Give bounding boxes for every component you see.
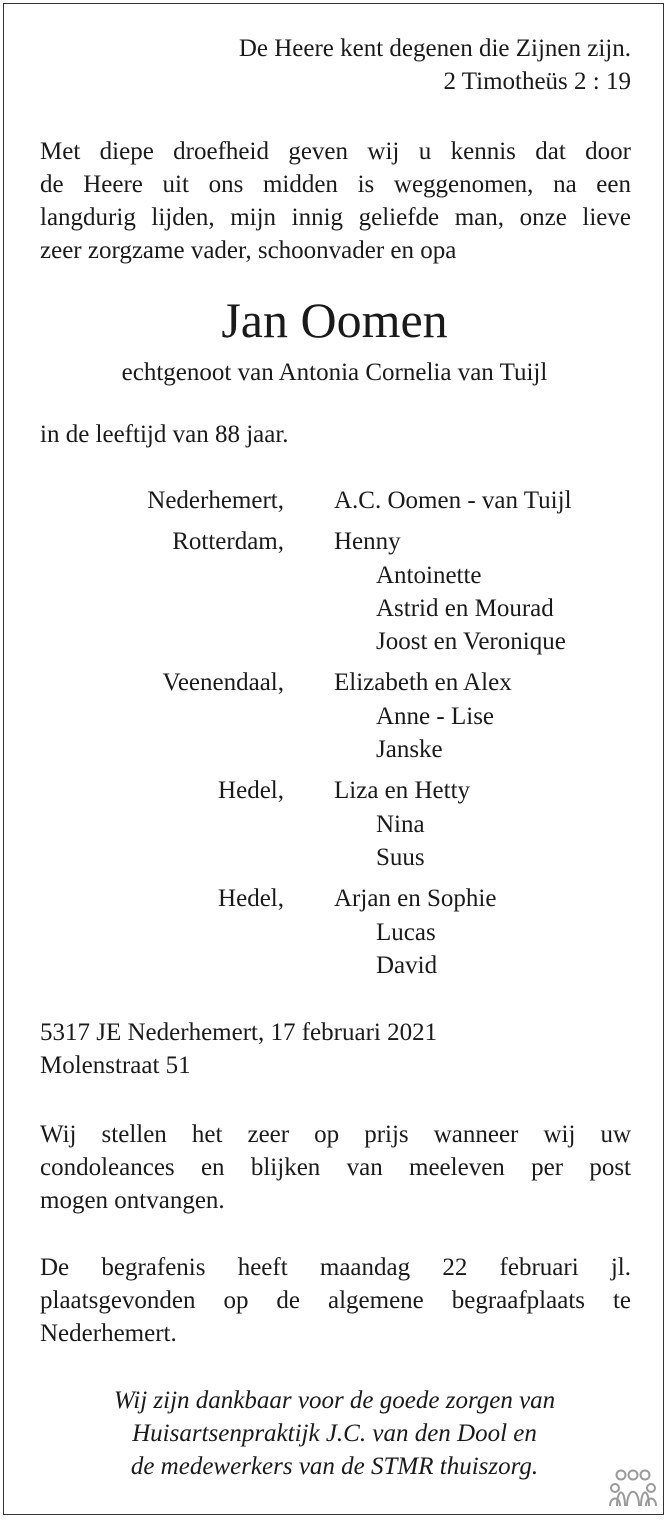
condolences-line: Wij stellen het zeer op prijs wanneer wij uw	[40, 1121, 631, 1148]
family-member-row	[0, 592, 669, 625]
bible-verse	[239, 32, 631, 98]
family-head-row	[0, 484, 669, 517]
verse-reference: 2 Timotheüs 2 : 19	[443, 68, 631, 95]
family-group	[0, 882, 669, 982]
address-block	[40, 1016, 437, 1082]
funeral-line: plaatsgevonden op de algemene begraafplaats te	[40, 1287, 631, 1314]
family-member-name: David	[376, 951, 438, 979]
family-group	[0, 774, 669, 874]
family-member-name: Joost en Veronique	[376, 628, 566, 656]
family-group	[0, 525, 669, 658]
family-people-icon	[607, 1468, 659, 1508]
intro-line: langdurig lijden, mijn innig geliefde man, onze lieve	[40, 204, 631, 231]
family-member-row	[0, 733, 669, 766]
family-member-row	[0, 625, 669, 658]
intro-line: zeer zorgzame vader, schoonvader en opa	[40, 237, 457, 264]
family-place: Rotterdam,	[172, 528, 284, 556]
family-head-names: Elizabeth en Alex	[334, 669, 512, 697]
age-line: in de leeftijd van 88 jaar.	[40, 421, 289, 448]
family-member-name: Anne - Lise	[376, 702, 495, 730]
intro-paragraph	[40, 135, 631, 267]
family-head-names: Liza en Hetty	[334, 777, 471, 805]
funeral-line: De begrafenis heeft maandag 22 februari jl.	[40, 1254, 631, 1281]
family-member-row	[0, 808, 669, 841]
family-group	[0, 666, 669, 766]
funeral-line: Nederhemert.	[40, 1320, 177, 1347]
address-date-line: 5317 JE Nederhemert, 17 februari 2021	[40, 1019, 438, 1046]
family-member-row	[0, 916, 669, 949]
family-head-names: A.C. Oomen - van Tuijl	[334, 487, 572, 514]
family-place: Hedel,	[218, 777, 284, 805]
thanks-line: Wij zijn dankbaar voor de goede zorgen van	[113, 1387, 556, 1414]
family-member-name: Lucas	[376, 918, 436, 946]
family-head-row	[0, 774, 669, 807]
family-member-name: Antoinette	[376, 561, 482, 589]
family-member-name: Nina	[376, 810, 425, 838]
deceased-name: Jan Oomen	[221, 292, 448, 348]
family-head-names: Arjan en Sophie	[334, 885, 497, 913]
spouse-line: echtgenoot van Antonia Cornelia van Tuijl	[121, 359, 548, 386]
family-place: Nederhemert,	[147, 487, 284, 514]
family-member-row	[0, 700, 669, 733]
verse-text: De Heere kent degenen die Zijnen zijn.	[238, 35, 631, 62]
family-member-row	[0, 841, 669, 874]
thanks-paragraph	[0, 1384, 669, 1483]
thanks-line: de medewerkers van de STMR thuiszorg.	[130, 1453, 539, 1480]
family-head-names: Henny	[334, 528, 401, 556]
address-street-line: Molenstraat 51	[40, 1052, 191, 1079]
family-member-row	[0, 949, 669, 982]
family-group	[0, 484, 669, 517]
family-member-row	[0, 559, 669, 592]
family-head-row	[0, 525, 669, 558]
family-member-name: Astrid en Mourad	[376, 594, 554, 622]
condolences-line: condoleances en blijken van meeleven per post	[40, 1154, 631, 1181]
condolences-paragraph	[40, 1118, 631, 1217]
thanks-line: Huisartsenpraktijk J.C. van den Dool en	[132, 1420, 537, 1447]
intro-line: de Heere uit ons midden is weggenomen, na een	[40, 171, 631, 198]
family-place: Veenendaal,	[162, 669, 284, 697]
family-head-row	[0, 882, 669, 915]
condolences-line: mogen ontvangen.	[40, 1187, 225, 1214]
family-head-row	[0, 666, 669, 699]
family-member-name: Suus	[376, 843, 425, 871]
family-member-name: Janske	[376, 736, 443, 764]
family-list	[0, 484, 669, 990]
funeral-paragraph	[40, 1251, 631, 1350]
intro-line: Met diepe droefheid geven wij u kennis dat door	[40, 138, 631, 165]
family-place: Hedel,	[218, 885, 284, 913]
